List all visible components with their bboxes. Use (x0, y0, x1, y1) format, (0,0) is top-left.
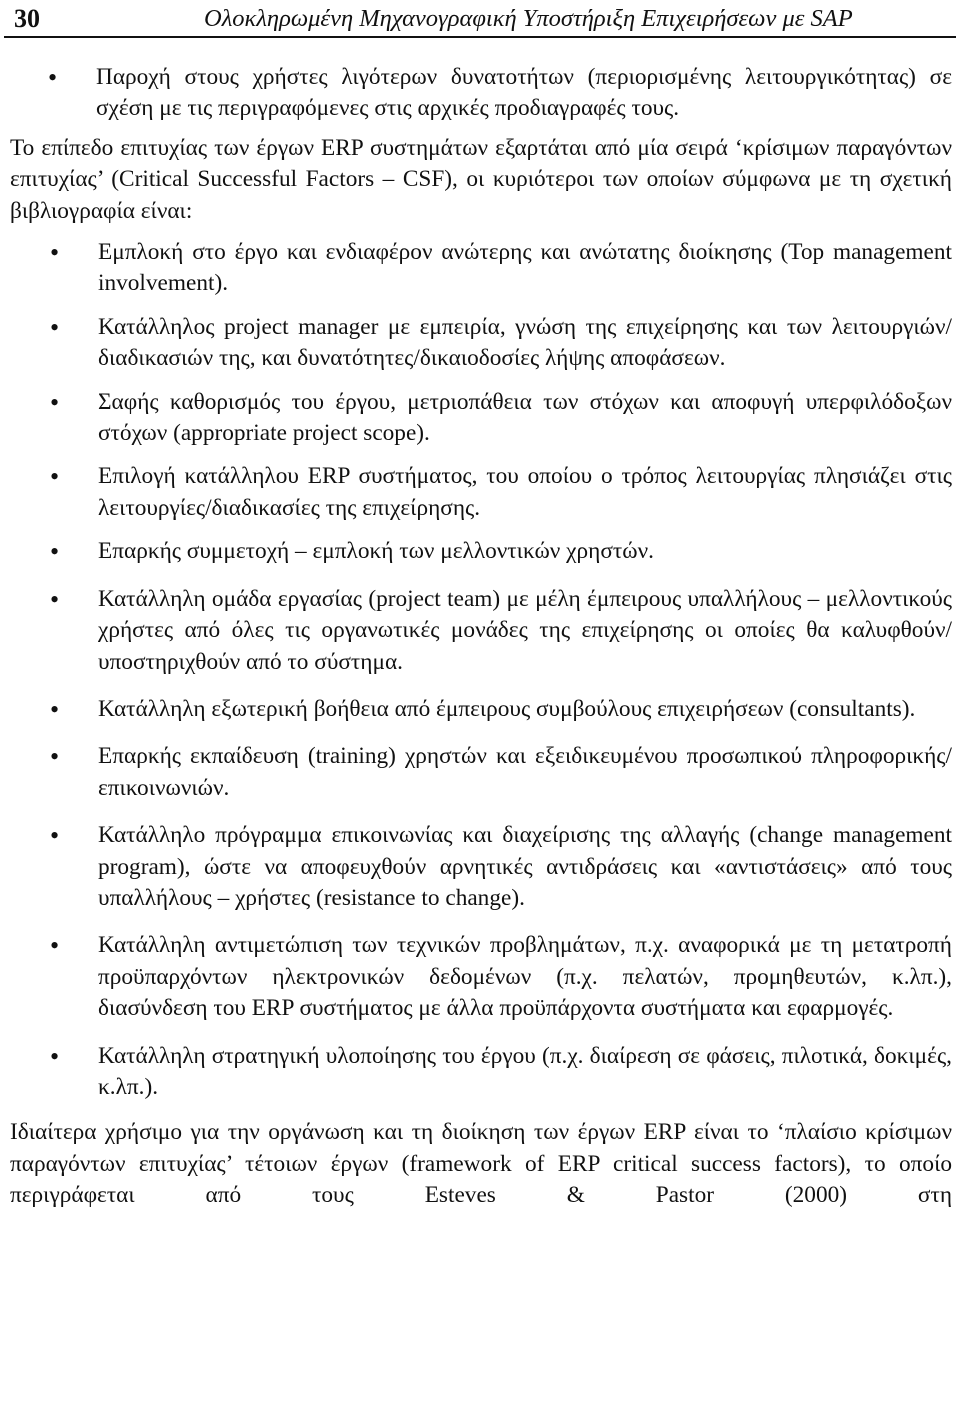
list-item: • Κατάλληλη αντιμετώπιση των τεχνικών προβλημάτων, π.χ. αναφορικά με τη μετατροπή προϋπαρχόντων ηλεκτρονικών δεδομένων (π.χ. πελατών, προμηθευτών, κ.λπ.), διασύνδεση του ERP συστήματος με άλλα προϋπάρχοντα συστήματα και εφαρμογές. (10, 930, 952, 1024)
critical-factors-list (10, 237, 952, 1103)
running-title: Ολοκληρωμένη Μηχανογραφική Υποστήριξη Επιχειρήσεων με SAP (204, 5, 853, 32)
list-item: • Κατάλληλη εξωτερική βοήθεια από έμπειρους συμβούλους επιχειρήσεων (consultants). (10, 694, 952, 725)
closing-paragraph: Ιδιαίτερα χρήσιμο για την οργάνωση και τη διοίκηση των έργων ERP είναι το ‘πλαίσιο κρίσιμων παραγόντων επιτυχίας’ τέτοιων έργων (framework of ERP critical success factors), το οποίο περιγράφεται από τους Esteves & Pastor (2000) στη (10, 1119, 952, 1209)
list-item: • Επαρκής συμμετοχή – εμπλοκή των μελλοντικών χρηστών. (10, 536, 952, 567)
page-content (10, 62, 952, 1212)
list-item: • Κατάλληλη στρατηγική υλοποίησης του έργου (π.χ. διαίρεση σε φάσεις, πιλοτικά, δοκιμές, κ.λπ.). (10, 1041, 952, 1104)
list-item: • Κατάλληλη ομάδα εργασίας (project team) με μέλη έμπειρους υπαλλήλους – μελλοντικούς χρήστες από όλες τις οργανωτικές μονάδες της επιχείρησης οι οποίες θα καλυφθούν/υποστηριχθούν από το σύστημα. (10, 584, 952, 678)
list-item: • Εμπλοκή στο έργο και ενδιαφέρον ανώτερης και ανώτατης διοίκησης (Top management involvement). (10, 237, 952, 300)
bullet-item-reduced-functionality: • Παροχή στους χρήστες λιγότερων δυνατοτήτων (περιορισμένης λειτουργικότητας) σε σχέση με τις περιγραφόμενες στις αρχικές προδιαγραφές τους. (8, 62, 952, 125)
list-item: • Επαρκής εκπαίδευση (training) χρηστών και εξειδικευμένου προσωπικού πληροφορικής/επικοινωνιών. (10, 741, 952, 804)
list-item: • Κατάλληλο πρόγραμμα επικοινωνίας και διαχείρισης της αλλαγής (change management program), ώστε να αποφευχθούν αρνητικές αντιδράσεις και «αντιστάσεις» από τους υπαλλήλους – χρήστες (resistance to change). (10, 820, 952, 914)
page-number: 30 (14, 4, 40, 33)
intro-paragraph: Το επίπεδο επιτυχίας των έργων ERP συστημάτων εξαρτάται από μία σειρά ‘κρίσιμων παραγόντων επιτυχίας’ (Critical Successful Factors – CSF), οι κυριότεροι των οποίων σύμφωνα με τη σχετική βιβλιογραφία είναι: (10, 134, 952, 224)
list-item: • Κατάλληλος project manager με εμπειρία, γνώση της επιχείρησης και των λειτουργιών/διαδικασιών της, και δυνατότητες/δικαιοδοσίες λήψης αποφάσεων. (10, 312, 952, 375)
list-item: • Σαφής καθορισμός του έργου, μετριοπάθεια των στόχων και αποφυγή υπερφιλόδοξων στόχων (appropriate project scope). (10, 387, 952, 450)
page-header (4, 2, 956, 38)
list-item: • Επιλογή κατάλληλου ERP συστήματος, του οποίου ο τρόπος λειτουργίας πλησιάζει στις λειτουργίες/διαδικασίες της επιχείρησης. (10, 461, 952, 524)
